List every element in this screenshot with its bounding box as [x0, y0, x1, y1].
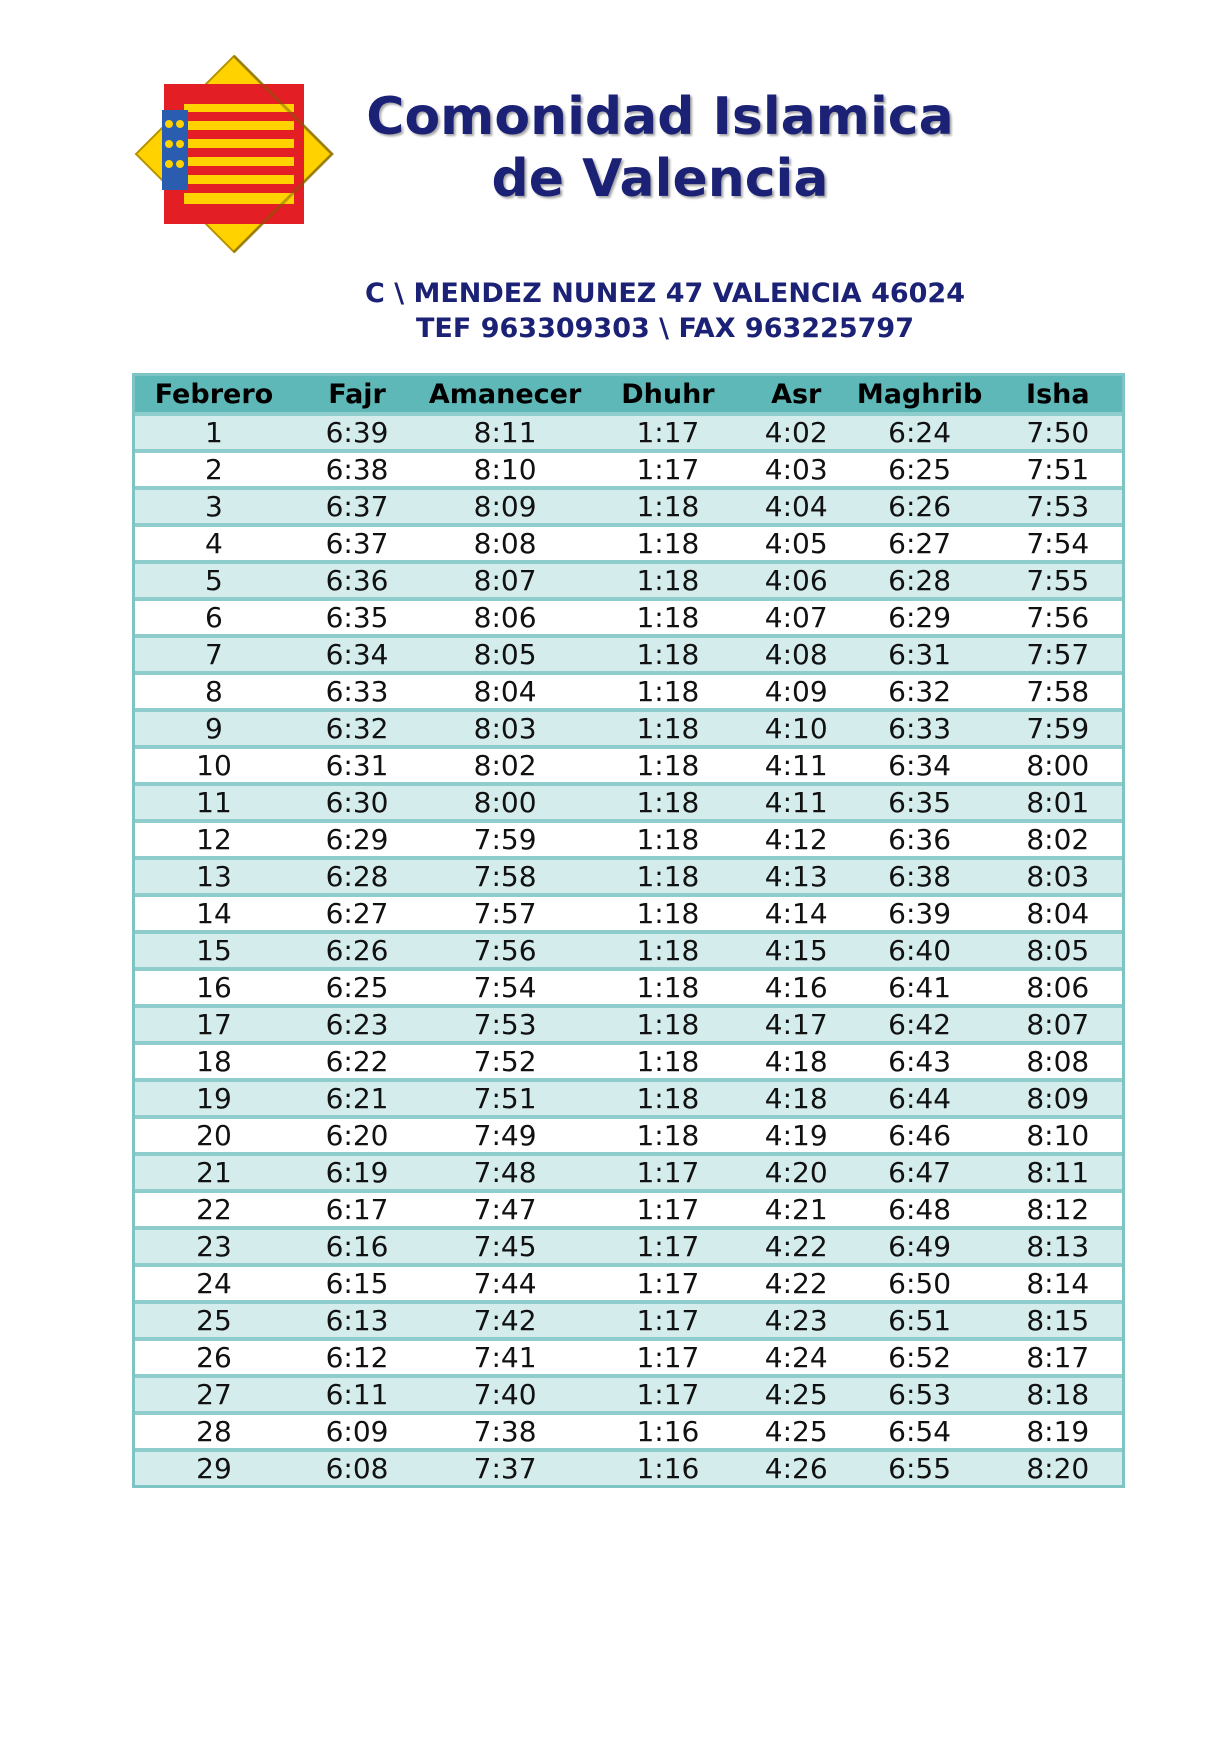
prayer-times-table-container [132, 373, 1125, 1488]
table-cell: 7:40 [421, 1376, 589, 1413]
table-cell: 1:16 [589, 1450, 747, 1485]
table-cell: 1:18 [589, 673, 747, 710]
table-cell: 6:36 [846, 821, 994, 858]
table-cell: 6:23 [293, 1006, 421, 1043]
table-cell: 18 [135, 1043, 293, 1080]
table-cell: 1:16 [589, 1413, 747, 1450]
table-cell: 4:14 [747, 895, 846, 932]
table-cell: 8:11 [421, 414, 589, 451]
table-cell: 7:47 [421, 1191, 589, 1228]
table-cell: 6:35 [846, 784, 994, 821]
table-cell: 1:17 [589, 1154, 747, 1191]
table-cell: 8:06 [994, 969, 1122, 1006]
table-cell: 7:50 [994, 414, 1122, 451]
table-cell: 6:29 [846, 599, 994, 636]
table-cell: 7:41 [421, 1339, 589, 1376]
table-cell: 6:33 [846, 710, 994, 747]
table-row [135, 1043, 1122, 1080]
table-cell: 8:12 [994, 1191, 1122, 1228]
table-row [135, 1080, 1122, 1117]
table-cell: 6:31 [293, 747, 421, 784]
column-header: Amanecer [421, 376, 589, 414]
table-cell: 8:05 [994, 932, 1122, 969]
table-cell: 6:41 [846, 969, 994, 1006]
prayer-times-table [135, 376, 1122, 1485]
column-header: Isha [994, 376, 1122, 414]
table-cell: 8:13 [994, 1228, 1122, 1265]
table-cell: 6:21 [293, 1080, 421, 1117]
table-row [135, 1154, 1122, 1191]
table-row [135, 1228, 1122, 1265]
table-cell: 6:11 [293, 1376, 421, 1413]
table-cell: 12 [135, 821, 293, 858]
table-cell: 7:42 [421, 1302, 589, 1339]
table-cell: 8:19 [994, 1413, 1122, 1450]
table-row [135, 1191, 1122, 1228]
table-cell: 6:35 [293, 599, 421, 636]
table-cell: 4:24 [747, 1339, 846, 1376]
table-cell: 1:17 [589, 1265, 747, 1302]
table-cell: 7:58 [421, 858, 589, 895]
table-cell: 26 [135, 1339, 293, 1376]
table-row [135, 414, 1122, 451]
table-cell: 7:52 [421, 1043, 589, 1080]
table-cell: 4:08 [747, 636, 846, 673]
table-cell: 1:17 [589, 1302, 747, 1339]
table-cell: 6:26 [293, 932, 421, 969]
table-cell: 6:43 [846, 1043, 994, 1080]
column-header: Asr [747, 376, 846, 414]
table-cell: 25 [135, 1302, 293, 1339]
table-cell: 8:04 [994, 895, 1122, 932]
table-cell: 7:56 [421, 932, 589, 969]
table-cell: 6:37 [293, 525, 421, 562]
table-cell: 8:09 [994, 1080, 1122, 1117]
table-cell: 7:57 [421, 895, 589, 932]
table-cell: 8:20 [994, 1450, 1122, 1485]
table-cell: 1:18 [589, 1043, 747, 1080]
table-cell: 6:28 [293, 858, 421, 895]
table-cell: 6:48 [846, 1191, 994, 1228]
table-cell: 20 [135, 1117, 293, 1154]
table-row [135, 932, 1122, 969]
table-cell: 7:58 [994, 673, 1122, 710]
table-cell: 6:49 [846, 1228, 994, 1265]
table-cell: 8:08 [421, 525, 589, 562]
table-cell: 4:20 [747, 1154, 846, 1191]
table-cell: 4:25 [747, 1376, 846, 1413]
table-cell: 1:18 [589, 562, 747, 599]
table-cell: 7:57 [994, 636, 1122, 673]
table-cell: 6:38 [846, 858, 994, 895]
table-cell: 6:30 [293, 784, 421, 821]
table-header-row [135, 376, 1122, 414]
table-cell: 4:03 [747, 451, 846, 488]
table-cell: 1:17 [589, 1339, 747, 1376]
table-cell: 1:17 [589, 1191, 747, 1228]
table-cell: 4:15 [747, 932, 846, 969]
table-cell: 8:07 [994, 1006, 1122, 1043]
table-row [135, 969, 1122, 1006]
table-row [135, 562, 1122, 599]
table-cell: 6:29 [293, 821, 421, 858]
table-cell: 4:11 [747, 784, 846, 821]
table-cell: 8 [135, 673, 293, 710]
table-row [135, 858, 1122, 895]
table-cell: 8:11 [994, 1154, 1122, 1191]
table-cell: 7:44 [421, 1265, 589, 1302]
table-cell: 4:12 [747, 821, 846, 858]
table-cell: 8:15 [994, 1302, 1122, 1339]
table-cell: 1:18 [589, 636, 747, 673]
phone-fax-line: TEF 963309303 \ FAX 963225797 [416, 313, 914, 344]
table-cell: 8:18 [994, 1376, 1122, 1413]
table-cell: 7:51 [994, 451, 1122, 488]
table-cell: 4:16 [747, 969, 846, 1006]
table-row [135, 673, 1122, 710]
table-cell: 29 [135, 1450, 293, 1485]
table-cell: 8:03 [994, 858, 1122, 895]
table-cell: 4:26 [747, 1450, 846, 1485]
table-cell: 8:05 [421, 636, 589, 673]
table-cell: 7:56 [994, 599, 1122, 636]
table-cell: 8:01 [994, 784, 1122, 821]
table-cell: 6:44 [846, 1080, 994, 1117]
table-cell: 23 [135, 1228, 293, 1265]
table-cell: 6:16 [293, 1228, 421, 1265]
table-cell: 7 [135, 636, 293, 673]
table-row [135, 636, 1122, 673]
page-title [330, 86, 990, 210]
table-cell: 1:18 [589, 969, 747, 1006]
table-cell: 8:02 [421, 747, 589, 784]
table-cell: 6:34 [293, 636, 421, 673]
table-cell: 7:38 [421, 1413, 589, 1450]
table-cell: 4:18 [747, 1043, 846, 1080]
column-header: Fajr [293, 376, 421, 414]
table-cell: 4 [135, 525, 293, 562]
table-row [135, 1413, 1122, 1450]
table-cell: 8:08 [994, 1043, 1122, 1080]
table-cell: 1:18 [589, 599, 747, 636]
table-cell: 1:18 [589, 1117, 747, 1154]
table-cell: 3 [135, 488, 293, 525]
table-cell: 6:33 [293, 673, 421, 710]
table-cell: 1:18 [589, 1080, 747, 1117]
table-cell: 6:08 [293, 1450, 421, 1485]
table-cell: 13 [135, 858, 293, 895]
table-cell: 21 [135, 1154, 293, 1191]
table-cell: 6:17 [293, 1191, 421, 1228]
table-cell: 8:10 [994, 1117, 1122, 1154]
table-cell: 4:21 [747, 1191, 846, 1228]
table-cell: 8:10 [421, 451, 589, 488]
column-header: Dhuhr [589, 376, 747, 414]
table-cell: 6:53 [846, 1376, 994, 1413]
column-header: Maghrib [846, 376, 994, 414]
table-cell: 6:47 [846, 1154, 994, 1191]
table-cell: 6:55 [846, 1450, 994, 1485]
table-cell: 19 [135, 1080, 293, 1117]
table-cell: 7:59 [994, 710, 1122, 747]
table-cell: 1:18 [589, 488, 747, 525]
table-cell: 6:13 [293, 1302, 421, 1339]
table-cell: 6:39 [293, 414, 421, 451]
table-body [135, 414, 1122, 1485]
table-cell: 4:25 [747, 1413, 846, 1450]
table-cell: 4:22 [747, 1265, 846, 1302]
table-row [135, 525, 1122, 562]
table-row [135, 1117, 1122, 1154]
table-cell: 2 [135, 451, 293, 488]
table-cell: 6:27 [846, 525, 994, 562]
table-cell: 1:18 [589, 525, 747, 562]
table-cell: 6:32 [846, 673, 994, 710]
table-row [135, 599, 1122, 636]
table-cell: 6:15 [293, 1265, 421, 1302]
table-cell: 7:48 [421, 1154, 589, 1191]
table-cell: 10 [135, 747, 293, 784]
table-cell: 1:17 [589, 414, 747, 451]
table-cell: 17 [135, 1006, 293, 1043]
table-cell: 7:55 [994, 562, 1122, 599]
table-cell: 8:02 [994, 821, 1122, 858]
table-cell: 6:09 [293, 1413, 421, 1450]
contact-info [300, 276, 1030, 346]
table-cell: 7:37 [421, 1450, 589, 1485]
table-row [135, 1376, 1122, 1413]
table-cell: 6:37 [293, 488, 421, 525]
table-row [135, 1302, 1122, 1339]
table-cell: 7:51 [421, 1080, 589, 1117]
table-cell: 5 [135, 562, 293, 599]
table-cell: 4:10 [747, 710, 846, 747]
table-cell: 6:34 [846, 747, 994, 784]
table-cell: 4:13 [747, 858, 846, 895]
table-row [135, 747, 1122, 784]
table-cell: 8:14 [994, 1265, 1122, 1302]
table-cell: 6:42 [846, 1006, 994, 1043]
table-cell: 1:17 [589, 1376, 747, 1413]
table-cell: 6:54 [846, 1413, 994, 1450]
valencia-logo [132, 52, 337, 257]
table-row [135, 1450, 1122, 1485]
table-cell: 6:40 [846, 932, 994, 969]
table-cell: 8:04 [421, 673, 589, 710]
table-cell: 14 [135, 895, 293, 932]
table-cell: 4:07 [747, 599, 846, 636]
table-cell: 6:25 [846, 451, 994, 488]
table-cell: 4:22 [747, 1228, 846, 1265]
table-row [135, 784, 1122, 821]
table-cell: 15 [135, 932, 293, 969]
table-cell: 9 [135, 710, 293, 747]
table-cell: 6:27 [293, 895, 421, 932]
table-cell: 1:17 [589, 451, 747, 488]
table-cell: 4:09 [747, 673, 846, 710]
table-cell: 4:05 [747, 525, 846, 562]
table-cell: 6:28 [846, 562, 994, 599]
table-cell: 1:18 [589, 932, 747, 969]
table-cell: 6:25 [293, 969, 421, 1006]
table-cell: 22 [135, 1191, 293, 1228]
table-cell: 1 [135, 414, 293, 451]
table-row [135, 1006, 1122, 1043]
table-cell: 28 [135, 1413, 293, 1450]
table-cell: 6:31 [846, 636, 994, 673]
table-cell: 6:20 [293, 1117, 421, 1154]
table-row [135, 1265, 1122, 1302]
table-row [135, 821, 1122, 858]
table-cell: 8:17 [994, 1339, 1122, 1376]
table-cell: 8:00 [994, 747, 1122, 784]
table-cell: 1:18 [589, 895, 747, 932]
table-cell: 7:45 [421, 1228, 589, 1265]
table-cell: 4:18 [747, 1080, 846, 1117]
table-cell: 6:26 [846, 488, 994, 525]
table-cell: 8:09 [421, 488, 589, 525]
title-line-2: de Valencia [491, 149, 829, 209]
table-cell: 11 [135, 784, 293, 821]
table-cell: 8:00 [421, 784, 589, 821]
table-cell: 6:46 [846, 1117, 994, 1154]
table-cell: 24 [135, 1265, 293, 1302]
table-cell: 6:51 [846, 1302, 994, 1339]
table-cell: 6:39 [846, 895, 994, 932]
table-row [135, 451, 1122, 488]
table-cell: 1:18 [589, 747, 747, 784]
table-cell: 6 [135, 599, 293, 636]
table-cell: 8:06 [421, 599, 589, 636]
table-cell: 7:54 [994, 525, 1122, 562]
table-cell: 4:11 [747, 747, 846, 784]
table-cell: 4:04 [747, 488, 846, 525]
table-row [135, 488, 1122, 525]
table-cell: 6:12 [293, 1339, 421, 1376]
table-cell: 16 [135, 969, 293, 1006]
table-cell: 8:03 [421, 710, 589, 747]
table-cell: 6:52 [846, 1339, 994, 1376]
column-header: Febrero [135, 376, 293, 414]
table-cell: 27 [135, 1376, 293, 1413]
table-cell: 7:53 [994, 488, 1122, 525]
table-cell: 8:07 [421, 562, 589, 599]
title-line-1: Comonidad Islamica [366, 87, 954, 147]
table-cell: 6:36 [293, 562, 421, 599]
table-row [135, 710, 1122, 747]
table-cell: 1:18 [589, 710, 747, 747]
table-cell: 6:38 [293, 451, 421, 488]
table-row [135, 895, 1122, 932]
logo-emblem-icon [132, 52, 337, 257]
table-cell: 1:18 [589, 1006, 747, 1043]
table-cell: 6:32 [293, 710, 421, 747]
table-cell: 4:02 [747, 414, 846, 451]
table-cell: 4:17 [747, 1006, 846, 1043]
table-cell: 1:18 [589, 858, 747, 895]
table-cell: 6:22 [293, 1043, 421, 1080]
table-row [135, 1339, 1122, 1376]
table-cell: 6:50 [846, 1265, 994, 1302]
table-cell: 4:19 [747, 1117, 846, 1154]
table-cell: 4:23 [747, 1302, 846, 1339]
table-cell: 1:18 [589, 784, 747, 821]
table-cell: 1:18 [589, 821, 747, 858]
address-line: C \ MENDEZ NUNEZ 47 VALENCIA 46024 [364, 278, 966, 309]
table-cell: 4:06 [747, 562, 846, 599]
table-cell: 6:19 [293, 1154, 421, 1191]
table-cell: 7:54 [421, 969, 589, 1006]
table-cell: 7:53 [421, 1006, 589, 1043]
table-cell: 7:49 [421, 1117, 589, 1154]
table-cell: 1:17 [589, 1228, 747, 1265]
table-cell: 7:59 [421, 821, 589, 858]
table-cell: 6:24 [846, 414, 994, 451]
